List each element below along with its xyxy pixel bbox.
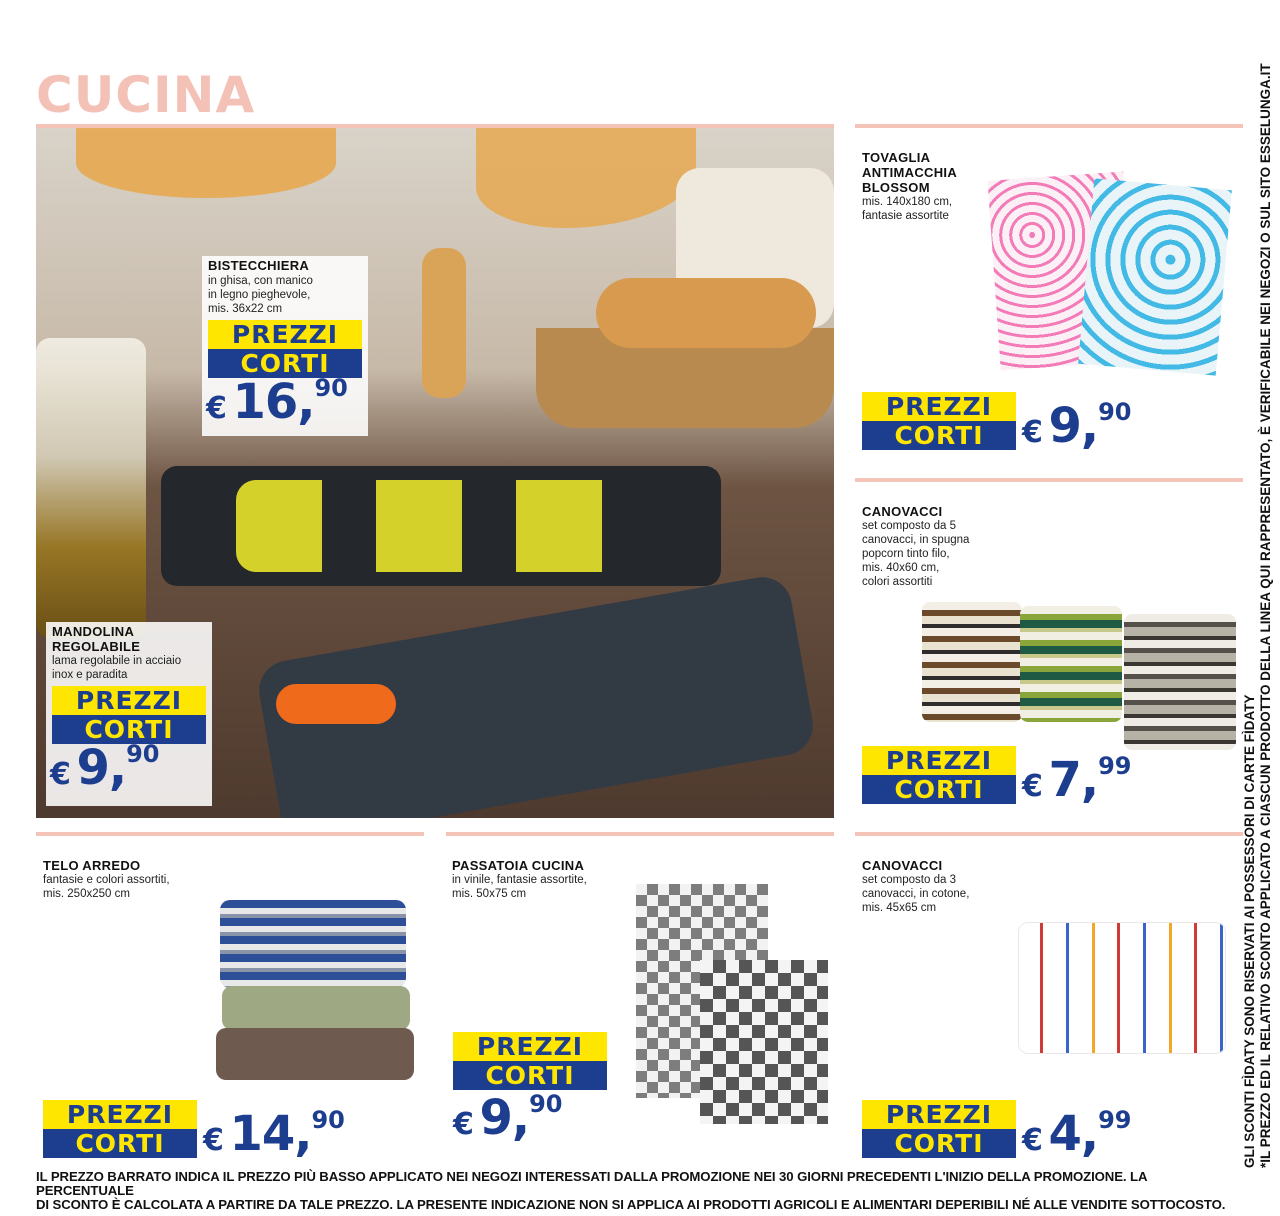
hero-photo <box>36 128 834 818</box>
product-tovaglia <box>862 150 992 223</box>
bread <box>596 278 816 348</box>
throw-stack-photo <box>220 900 406 988</box>
prezzi-corti-badge: PREZZI CORTI <box>862 392 1016 450</box>
prezzi-corti-badge: PREZZI CORTI <box>862 1100 1016 1158</box>
product-description: set composto da 3 canovacci, in cotone, mis. 45x65 cm <box>862 874 970 914</box>
divider <box>855 832 1243 836</box>
towel-set-photo <box>1018 922 1226 1054</box>
prezzi-corti-badge: PREZZI CORTI <box>453 1032 607 1090</box>
product-description: set composto da 5 canovacci, in spugna popcorn tinto filo, mis. 40x60 cm, colori assortiti <box>862 520 970 588</box>
grill-handle <box>422 248 466 398</box>
product-name: CANOVACCI <box>862 504 943 519</box>
product-description: mis. 140x180 cm, fantasie assortite <box>862 196 953 222</box>
product-canovacci-5 <box>862 504 992 589</box>
throw-stack-photo <box>216 1028 414 1080</box>
product-description: in vinile, fantasie assortite, mis. 50x75 cm <box>452 874 587 900</box>
product-name: TELO ARREDO <box>43 858 141 873</box>
product-name: CANOVACCI <box>862 858 943 873</box>
section-title: CUCINA <box>36 66 256 124</box>
price: € 9,90 <box>453 1090 563 1146</box>
towel-stack-photo <box>1020 606 1122 722</box>
carrot-slices <box>276 684 396 724</box>
product-name: TOVAGLIA ANTIMACCHIA BLOSSOM <box>862 150 958 195</box>
product-description: in ghisa, con manico in legno pieghevole, mis. 36x22 cm <box>208 275 313 315</box>
prezzi-corti-badge: PREZZI CORTI <box>52 686 206 744</box>
divider <box>855 124 1243 128</box>
chair <box>76 128 336 198</box>
legal-footnote: IL PREZZO BARRATO INDICA IL PREZZO PIÙ BASSO APPLICATO NEI NEGOZI INTERESSATI DALLA PROMOZIONE NEI 30 GIORNI PRECEDENTI L'INIZIO DELLA PROMOZIONE. LA PERCENTUALE DI SCONTO È CALCOLATA A PARTIRE DA TALE PREZZO. LA PRESENTE INDICAZIONE NON SI APPLICA AI PRODOTTI AGRICOLI E ALIMENTARI DEPERIBILI NÉ ALLE VENDITE SOTTOCOSTO. <box>36 1169 1226 1212</box>
price: € 9,90 <box>1022 398 1132 454</box>
divider <box>855 478 1243 482</box>
prezzi-corti-badge: PREZZI CORTI <box>208 320 362 378</box>
peppers <box>236 480 646 572</box>
divider <box>36 832 424 836</box>
price: € 14,90 <box>203 1106 345 1162</box>
price: € 9,90 <box>50 740 160 796</box>
throw-stack-photo <box>222 986 410 1030</box>
product-name: MANDOLINA REGOLABILE <box>52 624 141 654</box>
product-name: BISTECCHIERA <box>208 258 310 273</box>
prezzi-corti-badge: PREZZI CORTI <box>43 1100 197 1158</box>
divider <box>446 832 834 836</box>
price: € 16,90 <box>206 374 348 430</box>
price: € 7,99 <box>1022 752 1132 808</box>
towel-stack-photo <box>1124 614 1236 750</box>
oil-bottle <box>36 338 146 638</box>
towel-stack-photo <box>922 602 1022 722</box>
product-name: PASSATOIA CUCINA <box>452 858 585 873</box>
runner-photo <box>700 960 828 1124</box>
product-passatoia <box>452 858 632 901</box>
product-description: fantasie e colori assortiti, mis. 250x250 cm <box>43 874 170 900</box>
product-telo-arredo <box>43 858 223 901</box>
tablecloth-photo <box>1078 178 1232 375</box>
price: € 4,99 <box>1022 1106 1132 1162</box>
product-canovacci-3 <box>862 858 1012 915</box>
chair <box>476 128 696 228</box>
prezzi-corti-badge: PREZZI CORTI <box>862 746 1016 804</box>
legal-side-note: GLI SCONTI FÌDATY SONO RISERVATI AI POSSESSORI DI CARTE FÌDATY *IL PREZZO ED IL RELATIVO SCONTO APPLICATO A CIASCUN PRODOTTO DELLA LINEA QUI RAPPRESENTATO, È VERIFICABILE NEI NEGOZI O SUL SITO ESSELUNGA.IT <box>1242 63 1273 1168</box>
product-description: lama regolabile in acciaio inox e paradita <box>52 655 182 681</box>
